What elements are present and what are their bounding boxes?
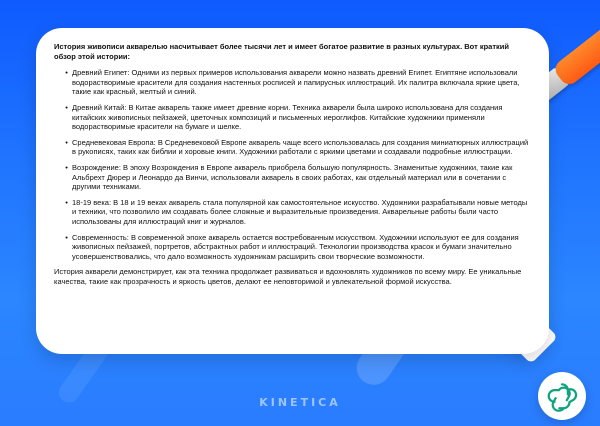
list-item: • Древний Китай: В Китае акварель также имеет древние корни. Техника акварели была широко использована для создания китайских живописных пейзажей, цветочных композиций и письменных иероглифов. Китайские художники применяли водорастворимые красители на бумаге и шелке. [70,103,531,132]
openai-knot-icon [538,372,586,420]
list-item: • 18-19 века: В 18 и 19 веках акварель стала популярной как самостоятельное искусство. Художники разрабатывали новые методы и техники, что позволило им создавать более сложные и выразительные произведения. Акварельные работы были часто использованы для иллюстраций книг и журналов. [70,198,531,227]
history-list [54,68,531,261]
list-item: • Современность: В современной эпохе акварель остается востребованным искусством. Художники используют ее для создания живописных пейзажей, портретов, абстрактных работ и иллюстраций. Технологии производства красок и бумаги значительно усовершенствовались, что дало возможность художникам расширить свои творческие возможности. [70,233,531,262]
list-item: • Древний Египет: Одними из первых примеров использования акварели можно назвать древний Египет. Египтяне использовали водорастворимые красители для создания настенных росписей и папирусных иллюстраций. Их палитра включала яркие цвета, такие как красный, желтый и синий. [70,68,531,97]
message-card [36,28,549,354]
list-item: • Возрождение: В эпоху Возрождения в Европе акварель приобрела большую популярность. Знаменитые художники, такие как Альбрехт Дюрер и Леонардо да Винчи, использовали акварель в своих работах, как отдельный материал или в сочетании с другими техниками. [70,163,531,192]
brand-name: KINETICA [259,396,341,409]
openai-knot-svg [545,379,579,413]
outro-text: История акварели демонстрирует, как эта техника продолжает развиваться и вдохновлять художников по всему миру. Ее уникальные качества, такие как прозрачность и яркость цветов, делают ее неповторимой и увлекательной формой искусства. [54,267,522,286]
list-item: • Средневековая Европа: В Средневековой Европе акварель чаще всего использовалась для создания миниатюрных иллюстраций в рукописях, таких как библии и хоровые книги. Художники работали с яркими цветами и создавали подробные иллюстрации. [70,138,531,157]
intro-text: История живописи акварелью насчитывает более тысячи лет и имеет богатое развитие в разных культурах. Вот краткий обзор этой истории: [54,42,509,61]
